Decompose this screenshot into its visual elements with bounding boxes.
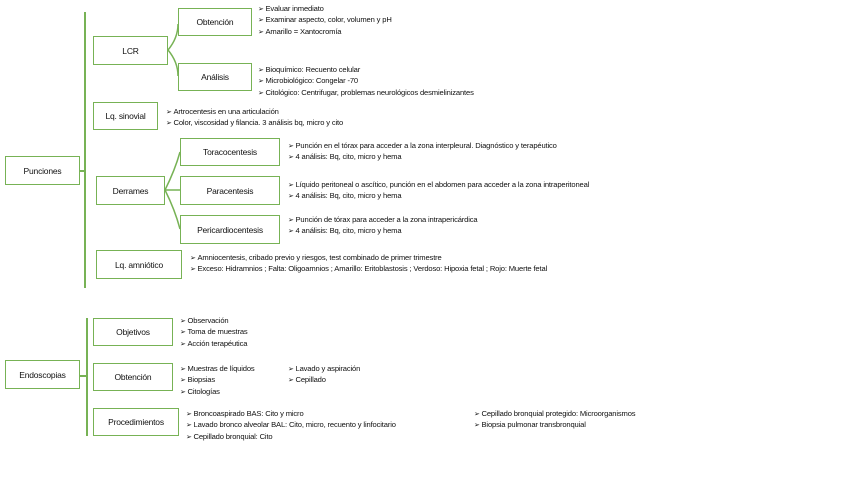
list-item: ➢ Cepillado (288, 374, 360, 385)
endo-obtencion-node[interactable] (93, 363, 173, 391)
lcr-connector-bottom (168, 50, 178, 76)
derrames-connector-top (165, 152, 180, 190)
lcr-connector-top (168, 24, 178, 50)
toracocentesis-node[interactable] (180, 138, 280, 166)
list-item: ➢ Toma de muestras (180, 326, 248, 337)
list-item: ➢ Muestras de líquidos (180, 363, 255, 374)
lcr-analisis-label: Análisis (201, 72, 229, 82)
list-item: ➢ Lavado y aspiración (288, 363, 360, 374)
liq-amniotico-label: Lq. amniótico (115, 259, 163, 270)
derrames-node[interactable] (96, 176, 165, 205)
list-item: ➢ Bioquímico: Recuento celular (258, 64, 474, 75)
toracocentesis-label: Toracocentesis (203, 147, 257, 157)
punciones-spine (84, 12, 86, 288)
pericardiocentesis-label: Pericardiocentesis (197, 224, 263, 235)
list-item: ➢ Acción terapéutica (180, 338, 248, 349)
paracentesis-label: Paracentesis (206, 185, 254, 196)
paracentesis-list (288, 179, 589, 202)
lcr-analisis-node[interactable] (178, 63, 252, 91)
list-item: ➢ Evaluar inmediato (258, 3, 392, 14)
list-item: ➢ Lavado bronco alveolar BAL: Cito, micro, recuento y linfocitario (186, 419, 396, 430)
pericardiocentesis-list (288, 214, 478, 237)
list-item: ➢ Cepillado bronquial protegido: Microorganismos (474, 408, 635, 419)
punciones-link (80, 170, 85, 172)
lcr-node[interactable] (93, 36, 168, 65)
liq-sinovial-node[interactable] (93, 102, 158, 130)
endoscopias-node[interactable] (5, 360, 80, 389)
list-item: ➢ Exceso: Hidramnios ; Falta: Oligoamnios ; Amarillo: Eritoblastosis ; Verdoso: Hipoxia fetal ; Rojo: Muerte fetal (190, 263, 547, 274)
liq-sinovial-list (166, 106, 343, 129)
list-item: ➢ 4 análisis: Bq, cito, micro y hema (288, 151, 557, 162)
pericardiocentesis-node[interactable] (180, 215, 280, 244)
liq-amniotico-node[interactable] (96, 250, 182, 279)
lcr-obtencion-label: Obtención (196, 17, 234, 27)
liq-amniotico-list (190, 252, 547, 275)
endoscopias-label: Endoscopias (19, 369, 66, 380)
list-item: ➢ Biopsias (180, 374, 255, 385)
list-item: ➢ Artrocentesis en una articulación (166, 106, 343, 117)
procedimientos-list-2 (474, 408, 635, 431)
endoscopias-spine (86, 318, 88, 436)
list-item: ➢ Punción en el tórax para acceder a la zona interpleural. Diagnóstico y terapéutico (288, 140, 557, 151)
objetivos-node[interactable] (93, 318, 173, 346)
paracentesis-node[interactable] (180, 176, 280, 205)
list-item: ➢ Examinar aspecto, color, volumen y pH (258, 14, 392, 25)
lcr-obtencion-list (258, 3, 392, 37)
punciones-label: Punciones (23, 165, 62, 176)
list-item: ➢ Color, viscosidad y filancia. 3 análisis bq, micro y cito (166, 117, 343, 128)
list-item: ➢ Citologías (180, 386, 255, 397)
list-item: ➢ 4 análisis: Bq, cito, micro y hema (288, 225, 478, 236)
list-item: ➢ Amarillo = Xantocromía (258, 26, 392, 37)
list-item: ➢ Observación (180, 315, 248, 326)
endo-obtencion-label: Obtención (114, 372, 152, 382)
derrames-connector-bottom (165, 190, 180, 229)
endo-obtencion-list-2 (288, 363, 360, 386)
derrames-label: Derrames (112, 185, 149, 196)
endo-obtencion-list-1 (180, 363, 255, 397)
list-item: ➢ Cepillado bronquial: Cito (186, 431, 396, 442)
endoscopias-link (80, 375, 86, 377)
list-item: ➢ Microbiológico: Congelar -70 (258, 75, 474, 86)
liq-sinovial-label: Lq. sinovial (105, 111, 146, 121)
list-item: ➢ Punción de tórax para acceder a la zona intrapericárdica (288, 214, 478, 225)
procedimientos-list-1 (186, 408, 396, 442)
list-item: ➢ Citológico: Centrifugar, problemas neurológicos desmielinizantes (258, 87, 474, 98)
procedimientos-label: Procedimientos (108, 417, 164, 427)
list-item: ➢ Biopsia pulmonar transbronquial (474, 419, 635, 430)
list-item: ➢ 4 análisis: Bq, cito, micro y hema (288, 190, 589, 201)
list-item: ➢ Líquido peritoneal o ascítico, punción en el abdomen para acceder a la zona intraperitoneal (288, 179, 589, 190)
toracocentesis-list (288, 140, 557, 163)
list-item: ➢ Broncoaspirado BAS: Cito y micro (186, 408, 396, 419)
punciones-node[interactable] (5, 156, 80, 185)
list-item: ➢ Amniocentesis, cribado previo y riesgos, test combinado de primer trimestre (190, 252, 547, 263)
lcr-obtencion-node[interactable] (178, 8, 252, 36)
objetivos-list (180, 315, 248, 349)
procedimientos-node[interactable] (93, 408, 179, 436)
lcr-analisis-list (258, 64, 474, 98)
lcr-label: LCR (122, 45, 139, 56)
objetivos-label: Objetivos (116, 327, 150, 337)
